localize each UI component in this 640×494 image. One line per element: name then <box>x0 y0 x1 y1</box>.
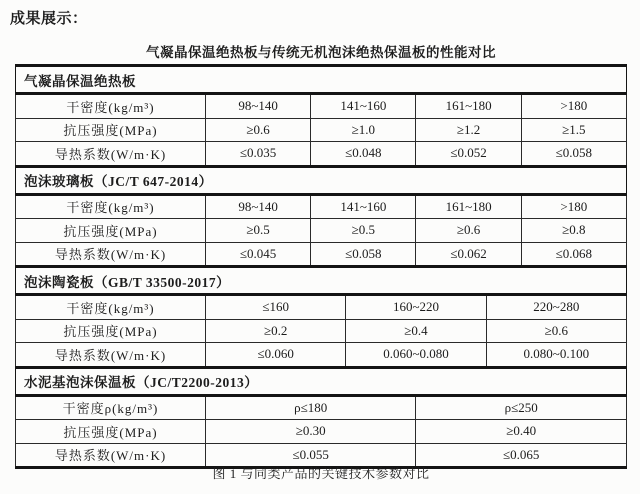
table-cell: ≥1.5 <box>521 118 626 142</box>
row-label: 导热系数(W/m·K) <box>16 242 206 267</box>
table-cell: ≥1.0 <box>311 118 416 142</box>
table-cell: ≤0.052 <box>416 142 521 167</box>
table-row <box>16 94 627 119</box>
table-row <box>16 242 627 267</box>
table-row <box>16 194 627 219</box>
section-header-row <box>16 166 627 194</box>
table-cell: ≤0.055 <box>206 443 416 468</box>
row-label: 抗压强度(MPa) <box>16 219 206 243</box>
row-label: 导热系数(W/m·K) <box>16 343 206 368</box>
row-label: 抗压强度(MPa) <box>16 319 206 343</box>
table-row <box>16 118 627 142</box>
table-cell: ≥0.6 <box>206 118 311 142</box>
table-row <box>16 295 627 320</box>
table-cell: ≥1.2 <box>416 118 521 142</box>
row-label: 抗压强度(MPa) <box>16 118 206 142</box>
table-cell: 98~140 <box>206 194 311 219</box>
table-row <box>16 219 627 243</box>
table-row <box>16 319 627 343</box>
table-cell: ≤0.045 <box>206 242 311 267</box>
section-header-row <box>16 367 627 395</box>
table-cell: >180 <box>521 194 626 219</box>
figure-caption: 图 1 与同类产品的关键技术参数对比 <box>212 466 430 481</box>
table-cell: 98~140 <box>206 94 311 119</box>
table-cell: 161~180 <box>416 94 521 119</box>
row-label: 导热系数(W/m·K) <box>16 443 206 468</box>
row-label: 干密度(kg/m³) <box>16 194 206 219</box>
section-title: 气凝晶保温绝热板 <box>16 66 627 94</box>
table-cell: ≤0.048 <box>311 142 416 167</box>
table-cell: ≥0.8 <box>521 219 626 243</box>
comparison-table <box>15 64 627 469</box>
table-cell: 161~180 <box>416 194 521 219</box>
table-cell: ≥0.5 <box>311 219 416 243</box>
table-row <box>16 420 627 444</box>
section-header-row <box>16 66 627 94</box>
table-cell: ≥0.6 <box>486 319 626 343</box>
table-cell: 141~160 <box>311 94 416 119</box>
table-cell: ≥0.2 <box>206 319 346 343</box>
table-cell: ≥0.30 <box>206 420 416 444</box>
table-cell: 0.060~0.080 <box>346 343 486 368</box>
table-cell: ≤0.062 <box>416 242 521 267</box>
section-title: 泡沫玻璃板（JC/T 647-2014） <box>16 166 627 194</box>
table-cell: ≤0.058 <box>521 142 626 167</box>
page-heading: 成果展示： <box>10 11 88 27</box>
table-cell: 220~280 <box>486 295 626 320</box>
table-cell: ≤0.060 <box>206 343 346 368</box>
section-title: 泡沫陶瓷板（GB/T 33500-2017） <box>16 267 627 295</box>
row-label: 导热系数(W/m·K) <box>16 142 206 167</box>
table-cell: 160~220 <box>346 295 486 320</box>
table-cell: ≥0.40 <box>416 420 627 444</box>
table-cell: ρ≤250 <box>416 395 627 420</box>
table-cell: 0.080~0.100 <box>486 343 626 368</box>
table-row <box>16 343 627 368</box>
table-cell: 141~160 <box>311 194 416 219</box>
table-cell: ≤0.065 <box>416 443 627 468</box>
table-cell: >180 <box>521 94 626 119</box>
table-cell: ρ≤180 <box>206 395 416 420</box>
table-cell: ≤160 <box>206 295 346 320</box>
table-cell: ≤0.058 <box>311 242 416 267</box>
table-cell: ≥0.6 <box>416 219 521 243</box>
table-cell: ≥0.4 <box>346 319 486 343</box>
table-row <box>16 142 627 167</box>
table-cell: ≤0.068 <box>521 242 626 267</box>
section-title: 水泥基泡沫保温板（JC/T2200-2013） <box>16 367 627 395</box>
row-label: 干密度(kg/m³) <box>16 94 206 119</box>
row-label: 抗压强度(MPa) <box>16 420 206 444</box>
table-cell: ≥0.5 <box>206 219 311 243</box>
table-cell: ≤0.035 <box>206 142 311 167</box>
table-title: 气凝晶保温绝热板与传统无机泡沫绝热保温板的性能对比 <box>146 45 496 60</box>
row-label: 干密度ρ(kg/m³) <box>16 395 206 420</box>
section-header-row <box>16 267 627 295</box>
row-label: 干密度(kg/m³) <box>16 295 206 320</box>
table-row <box>16 395 627 420</box>
